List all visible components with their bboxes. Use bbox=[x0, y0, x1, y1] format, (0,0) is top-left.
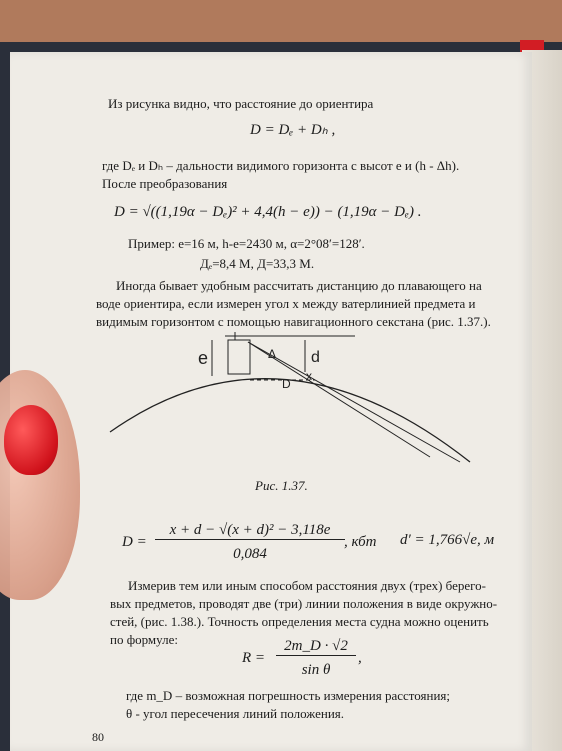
paragraph2-line-1: Измерив тем или иным способом расстояния двух (трех) берего- bbox=[128, 578, 486, 593]
formula-R-comma: , bbox=[358, 650, 362, 666]
fingernail bbox=[4, 405, 58, 475]
paragraph2-line-4: по формуле: bbox=[110, 632, 178, 647]
formula-D-unit: , кбт bbox=[344, 534, 377, 550]
label-D: D bbox=[282, 377, 291, 391]
page-number: 80 bbox=[92, 730, 104, 744]
example-line: Пример: e=16 м, h-e=2430 м, α=2°08′=128′. bbox=[128, 236, 365, 251]
figure-caption: Рис. 1.37. bbox=[255, 478, 308, 493]
where2-line-1: где m_D – возможная погрешность измерения расстояния; bbox=[126, 688, 451, 703]
paragraph2-line-3: стей, (рис. 1.38.). Точность определения места судна можно оценить bbox=[110, 614, 489, 629]
formula-distance-sum: D = Dₑ + Dₕ , bbox=[250, 122, 336, 138]
formula-D-denominator: 0,084 bbox=[233, 546, 267, 562]
intro-line: Из рисунка видно, что расстояние до ориентира bbox=[108, 96, 374, 111]
formula-distance-expanded: D = √((1,19α − Dₑ)² + 4,4(h − e)) − (1,19α − Dₑ) . bbox=[114, 204, 422, 220]
formula-R-numerator: 2m_D · √2 bbox=[276, 638, 356, 656]
paragraph-line-2: воде ориентира, если измерен угол х между ватерлинией предмета и bbox=[96, 296, 476, 311]
paragraph-line-3: видимым горизонтом с помощью навигационного секстана (рис. 1.37.). bbox=[96, 314, 491, 329]
vessel-icon bbox=[228, 340, 250, 374]
paragraph-line-1: Иногда бывает удобным рассчитать дистанцию до плавающего на bbox=[116, 278, 482, 293]
label-delta: Δ bbox=[268, 347, 277, 361]
label-x: x bbox=[306, 369, 312, 383]
formula-R-label: R = bbox=[242, 650, 266, 666]
formula-D-numerator: x + d − √(x + d)² − 3,118e bbox=[155, 522, 345, 540]
formula-d-prime: d′ = 1,766√e, м bbox=[400, 532, 495, 548]
label-e: e bbox=[198, 348, 209, 368]
paragraph2-line-2: вых предметов, проводят две (три) линии положения в виде окружно- bbox=[110, 596, 498, 611]
book-page bbox=[10, 52, 532, 751]
definition-line: где Dₑ и Dₕ – дальности видимого горизонта с высот e и (h - Δh). bbox=[102, 158, 460, 173]
after-transform-line: После преобразования bbox=[102, 176, 228, 191]
figure-1-37 bbox=[100, 322, 480, 472]
label-d: d bbox=[311, 349, 320, 366]
where2-line-2: θ - угол пересечения линий положения. bbox=[126, 706, 345, 721]
example-result-line: Дₑ=8,4 М, Д=33,3 М. bbox=[200, 256, 315, 271]
formula-D-label: D = bbox=[122, 534, 147, 550]
sight-line-object bbox=[248, 342, 460, 462]
earth-curve bbox=[110, 379, 470, 462]
formula-R-denominator: sin θ bbox=[301, 662, 331, 678]
